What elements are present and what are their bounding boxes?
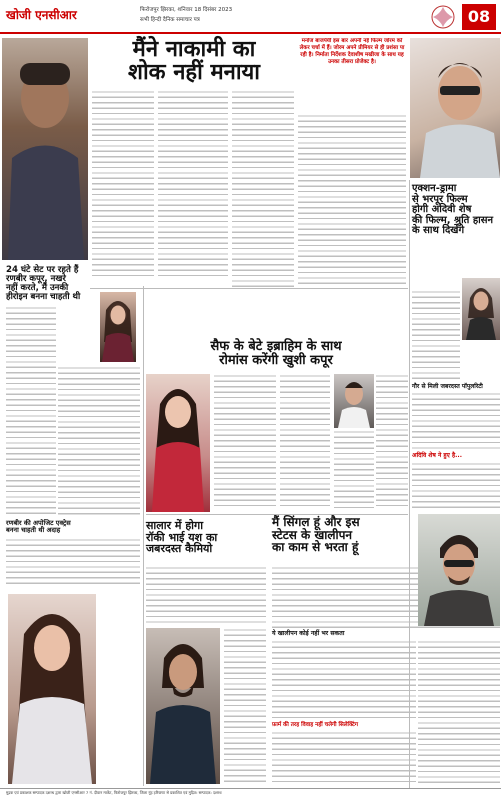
adah-sharma-photo xyxy=(100,292,136,362)
newspaper-title: खोजी एनसीआर xyxy=(6,8,77,22)
mahesh-babu-photo xyxy=(410,38,500,178)
lead-body-column-3 xyxy=(232,90,294,290)
yash-photo xyxy=(146,628,220,784)
yash-headline-line1: सालार में होगा xyxy=(146,519,204,532)
ranbir-headline-line3: नहीं करते, मैं उनकी xyxy=(6,283,69,294)
ranbir-headline xyxy=(6,266,92,302)
column-rule xyxy=(143,286,144,786)
manoj-bajpayee-photo xyxy=(2,38,88,260)
karan-headline-line2: स्टेटस के खालीपन xyxy=(272,527,353,542)
issue-line: फिरोजपुर झिरका, शनिवार 18 दिसंबर 2023 xyxy=(140,7,233,13)
yash-body-text xyxy=(146,566,266,626)
karan-body-text-3 xyxy=(272,731,416,785)
karan-side-body xyxy=(418,640,500,785)
karan-subhead-1: ये खालीपन कोई नहीं भर सकता xyxy=(272,630,345,637)
masthead xyxy=(0,0,501,34)
saif-body-col-1 xyxy=(214,374,276,510)
saif-headline-line2: रोमांस करेंगी खुशी कपूर xyxy=(219,352,333,368)
saif-body-col-3 xyxy=(334,430,374,510)
footer-imprint: मुद्रक एवं प्रकाशक सम्पादक दशरथ द्वारा खोजी एनसीआर 7 नं. दीवान मार्केट, फिरोजपुर झिरका, जिला नूंह हरियाणा से प्रकाशित एवं मुद्रित। सम्पादक: दशरथ xyxy=(0,788,501,800)
section-rule xyxy=(90,288,408,289)
yash-body-col-2 xyxy=(224,628,266,784)
karan-headline-line3: का काम से भरता हूं xyxy=(272,540,359,555)
action-headline-line2: से भरपूर फिल्म xyxy=(412,193,468,205)
gaur-subhead: अदिवि शेष ने हुए है... xyxy=(412,452,462,459)
ranbir-subhead-line1: रणबीर की अपोजिट एक्ट्रेस xyxy=(6,519,71,527)
gaur-body-text-1 xyxy=(412,392,500,450)
action-headline xyxy=(412,184,500,237)
lead-headline-line1: मैंने नाकामी का xyxy=(132,37,256,62)
ibrahim-ali-khan-photo xyxy=(334,374,374,428)
adah-sharma-portrait xyxy=(8,594,96,784)
lead-headline-line2: शोक नहीं मनाया xyxy=(128,60,260,86)
action-headline-line3: होगी अदिवी शेष xyxy=(412,204,472,215)
ranbir-headline-line2: रणबीर कपूर, नखरे xyxy=(6,274,66,285)
column-rule xyxy=(409,180,410,788)
section-rule xyxy=(146,514,408,515)
khushi-kapoor-photo xyxy=(146,374,210,512)
karan-subhead-2: फ़ार्म की तरह विवाह नहीं चलेगी सिलेक्टिंग xyxy=(272,722,359,728)
ranbir-headline-line4: हीरोइन बनना चाहती थी xyxy=(6,292,81,303)
lead-headline xyxy=(96,38,292,84)
ranbir-subhead-line2: बनना चाहती थी अदाह xyxy=(6,525,61,534)
karan-johar-photo xyxy=(418,514,500,626)
lead-body-column-1 xyxy=(92,90,154,280)
karan-headline-line1: मैं सिंगल हूं और इस xyxy=(272,515,360,529)
ranbir-subhead xyxy=(6,520,140,534)
action-headline-line5: के साथ दिखेंगे xyxy=(412,225,465,236)
ranbir-body-col-1 xyxy=(6,306,56,514)
ranbir-headline-line1: 24 घंटे सेट पर रहते हैं xyxy=(6,265,79,275)
karan-body-text-2 xyxy=(272,640,416,720)
gaur-body-text-2 xyxy=(412,462,500,510)
ranbir-body-col-2 xyxy=(58,366,140,516)
saif-headline-line1: सैफ के बेटे इब्राहिम के साथ xyxy=(210,339,342,354)
right-top-intro: मनोज बाजपेयी इस बार अपनी नई फिल्म जोरम को लेकर चर्चा में हैं। जोरम अपने प्रीमियर से ही प्रशंसा पा रही है। निर्माता निर्देशक देवाशीष मखीजा के साथ यह उनका तीसरा प्रोजेक्ट है। xyxy=(299,38,405,65)
karan-headline xyxy=(272,516,408,554)
saif-headline xyxy=(146,340,406,367)
yash-headline-line3: जबरदस्त कैमियो xyxy=(146,542,213,556)
action-headline-line1: एक्शन-ड्रामा xyxy=(412,183,457,194)
yash-headline-line2: रॉकी भाई यश का xyxy=(146,530,218,544)
yash-headline xyxy=(146,520,264,555)
tagline: सभी हिन्दी दैनिक समाचार पत्र xyxy=(140,17,200,23)
lead-body-column-2 xyxy=(158,90,228,280)
action-body-text xyxy=(412,290,460,380)
ranbir-subhead-body xyxy=(6,538,140,586)
saif-body-col-4 xyxy=(376,374,408,510)
gaur-headline: गौर से मिली जबरदस्त पॉपुलरिटी xyxy=(412,383,483,390)
action-headline-line4: की फिल्म, श्रुति हासन xyxy=(412,214,494,226)
saif-body-col-2 xyxy=(280,374,330,510)
right-top-body xyxy=(298,114,406,284)
page-number: 08 xyxy=(462,4,496,30)
shruti-haasan-photo xyxy=(462,278,500,340)
flower-ornament-icon xyxy=(430,4,456,30)
